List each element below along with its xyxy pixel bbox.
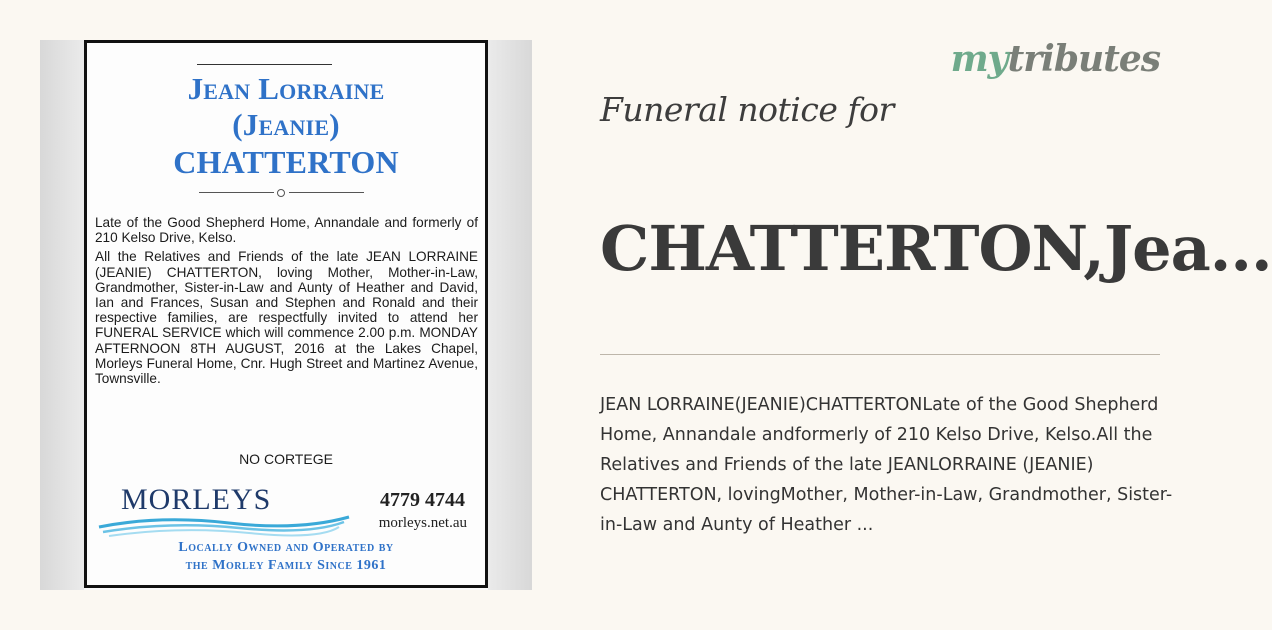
card-shade-left (40, 40, 85, 590)
notice-frame (84, 40, 488, 588)
notice-excerpt: JEAN LORRAINE(JEANIE)CHATTERTONLate of the Good Shepherd Home, Annandale andformerly of 210 Kelso Drive, Kelso.All the Relatives and Friends of the late JEANLORRAINE (JEANIE) CHATTERTON, lovingMother, Mother-in-Law, Grandmother, Sister-in-Law and Aunty of Heather ... (600, 395, 1173, 535)
waves-icon (99, 513, 349, 537)
brand-part-my: my (950, 38, 1008, 80)
brand-part-tributes: tributes (1007, 38, 1160, 80)
funeral-notice-image[interactable] (40, 40, 532, 590)
page-title: CHATTERTON,Jea... (600, 212, 1272, 285)
tagline-line1: Locally Owned and Operated by (178, 540, 394, 555)
ornament-divider (199, 189, 364, 197)
notice-name-line2: (Jeanie) (232, 107, 340, 142)
top-rule (197, 64, 332, 65)
funeral-home-logo: MORLEYS (121, 483, 272, 516)
notice-clipping (84, 40, 488, 590)
notice-name-line3: CHATTERTON (173, 144, 399, 180)
notice-para2: All the Relatives and Friends of the late JEAN LORRAINE (JEANIE) CHATTERTON, loving Mother, Mother-in-Law, Grandmother, Sister-in-Law and Aunty of Heather and David, Ian and Frances, Susan and Stephen and Ronald and their respective families, are respectfully invited to attend her FUNERAL SERVICE which will commence 2.00 p.m. MONDAY AFTERNOON 8TH AUGUST, 2016 at the Lakes Chapel, Morleys Funeral Home, Cnr. Hugh Street and Martinez Avenue, Townsville. (95, 249, 478, 387)
funeral-home-website: morleys.net.au (378, 515, 467, 531)
notice-name-line1: Jean Lorraine (187, 71, 385, 106)
notice-para1: Late of the Good Shepherd Home, Annandale and formerly of 210 Kelso Drive, Kelso. (95, 215, 478, 246)
funeral-home-phone: 4779 4744 (380, 489, 465, 511)
card-shade-right (487, 40, 532, 590)
funeral-home-tagline (87, 539, 485, 575)
tagline-line2: the Morley Family Since 1961 (185, 558, 387, 573)
no-cortege-text: NO CORTEGE (239, 451, 333, 467)
page-subtitle: Funeral notice for (600, 90, 894, 129)
notice-body (95, 215, 478, 390)
section-divider (600, 354, 1160, 355)
notice-deceased-name (87, 73, 485, 178)
mytributes-logo[interactable] (951, 38, 1160, 80)
